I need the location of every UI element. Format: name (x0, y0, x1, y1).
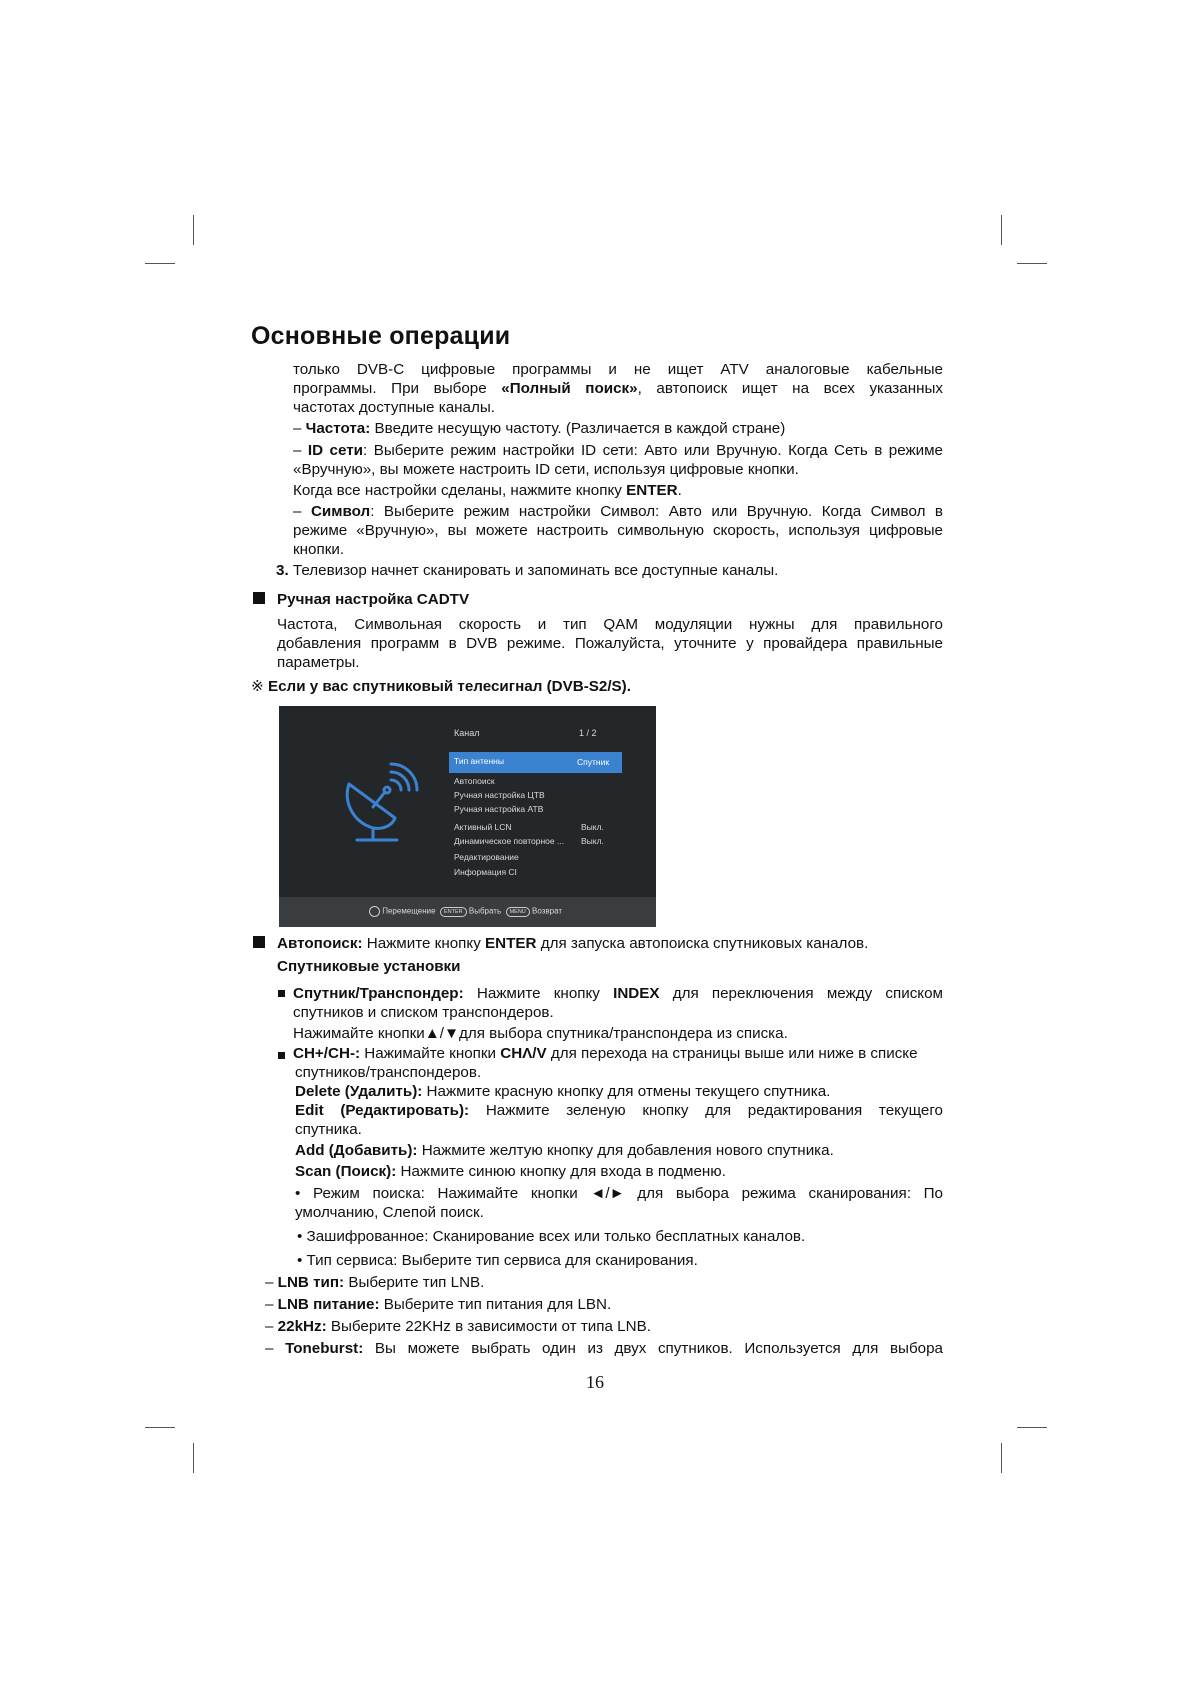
text: Если у вас спутниковый телесигнал (DVB-S2/S). (267, 678, 631, 695)
dash: – (293, 503, 311, 520)
menu-title: Канал (454, 728, 480, 738)
hint-select: Выбрать (468, 906, 502, 916)
crop-mark (1017, 1427, 1047, 1428)
sat-transponder-line: Нажимайте кнопки▲/▼для выбора спутника/транспондера из списка. (293, 1025, 788, 1042)
text: Нажмите желтую кнопку для добавления нового спутника. (417, 1142, 834, 1159)
service-type-line: • Тип сервиса: Выберите тип сервиса для сканирования. (297, 1252, 698, 1269)
text: Спутниковые установки (277, 958, 461, 975)
dash: – (265, 1318, 278, 1335)
small-square-bullet-icon (278, 1052, 285, 1059)
text: Нажмите зеленую кнопку для редактирования текущего (469, 1102, 943, 1119)
text: Нажмите красную кнопку для отмены текущего спутника. (422, 1083, 831, 1100)
frequency-item (293, 419, 785, 438)
crop-mark (193, 215, 194, 245)
term: Delete (Удалить): (295, 1083, 423, 1100)
add-item (295, 1141, 834, 1160)
symbol-item (293, 502, 943, 521)
menu-key-icon: MENU (506, 907, 530, 917)
term: Add (Добавить): (295, 1142, 418, 1159)
page-number: 16 (586, 1372, 604, 1392)
text: Вы можете выбрать один из двух спутников. Используется для выбора (363, 1340, 943, 1357)
tv-menu-screenshot (279, 706, 656, 927)
term: Частота: (305, 420, 371, 437)
dash: – (293, 420, 306, 437)
ch-item (293, 1044, 918, 1063)
menu-footer-hints (369, 906, 562, 917)
text: для перехода на страницы выше или ниже в списке (546, 1045, 918, 1062)
term: Toneburst: (285, 1340, 364, 1357)
menu-item-antenna-type[interactable]: Тип антенны (454, 756, 504, 766)
page-title: Основные операции (251, 322, 511, 350)
term: Символ (310, 503, 371, 520)
enter-note (293, 481, 682, 500)
key-name: ENTER (626, 482, 678, 499)
enter-key-icon: ENTER (440, 907, 467, 917)
key-name: ENTER (485, 935, 537, 952)
step-number: 3. (276, 562, 289, 579)
sat-transponder-line: спутников и списком транспондеров. (293, 1004, 554, 1021)
text: Когда все настройки сделаны, нажмите кнопку (293, 482, 627, 499)
term: Scan (Поиск): (295, 1163, 397, 1180)
key-name: INDEX (613, 985, 660, 1002)
network-id-item (293, 441, 943, 460)
text: Введите несущую частоту. (Различается в каждой стране) (370, 420, 786, 437)
key-name: CHΛ/V (500, 1045, 547, 1062)
menu-item-value: Выкл. (581, 836, 604, 846)
text: : Выберите режим настройки Символ: Авто или Вручную. Когда Символ в (370, 503, 943, 520)
menu-item-value: Выкл. (581, 822, 604, 832)
satellite-dish-icon (339, 762, 419, 852)
term: ID сети (307, 442, 364, 459)
edit-item (295, 1101, 943, 1120)
autosearch-item (277, 934, 868, 953)
term: 22kHz: (277, 1318, 327, 1335)
term: LNB тип: (277, 1274, 345, 1291)
menu-item-dynamic-rescan[interactable]: Динамическое повторное ... (454, 836, 565, 846)
lnb-type-item (265, 1273, 484, 1292)
text: . (677, 482, 682, 499)
edit-line: спутника. (295, 1121, 362, 1138)
lnb-power-item (265, 1295, 611, 1314)
khz-item (265, 1317, 651, 1336)
term: LNB питание: (277, 1296, 380, 1313)
text: , автопоиск ищет на всех указанных (637, 380, 943, 397)
symbol-line: режиме «Вручную», вы можете настроить символьную скорость, используя цифровые (293, 522, 943, 539)
crop-mark (145, 263, 175, 264)
menu-item-manual-atv[interactable]: Ручная настройка АТВ (454, 804, 544, 814)
term: Спутник/Транспондер: (293, 985, 464, 1002)
crop-mark (145, 1427, 175, 1428)
text: Нажимайте кнопки (360, 1045, 501, 1062)
network-id-line: «Вручную», вы можете настроить ID сети, используя цифровые кнопки. (293, 461, 799, 478)
menu-item-manual-dtv[interactable]: Ручная настройка ЦТВ (454, 790, 545, 800)
scan-item (295, 1162, 726, 1181)
text: Ручная настройка CADTV (277, 591, 470, 608)
encrypted-line: • Зашифрованное: Сканирование всех или только бесплатных каналов. (297, 1228, 806, 1245)
crop-mark (1001, 215, 1002, 245)
menu-footer (279, 897, 656, 927)
ch-line: спутников/транспондеров. (295, 1064, 482, 1081)
menu-item-autosearch[interactable]: Автопоиск (454, 776, 495, 786)
small-square-bullet-icon (278, 990, 285, 997)
text: программы. При выборе (293, 380, 502, 397)
dash: – (265, 1296, 278, 1313)
text: Нажмите кнопку (463, 985, 614, 1002)
text: для запуска автопоиска спутниковых каналов. (536, 935, 869, 952)
text: для переключения между списком (659, 985, 943, 1002)
term: CH+/CH-: (293, 1045, 361, 1062)
manual-line: добавления программ в DVB режиме. Пожалуйста, уточните у провайдера правильные (277, 635, 943, 652)
menu-item-active-lcn[interactable]: Активный LCN (454, 822, 512, 832)
text: : Выберите режим настройки ID сети: Авто или Вручную. Когда Сеть в режиме (363, 442, 944, 459)
dash: – (265, 1340, 286, 1357)
menu-item-ci-info[interactable]: Информация CI (454, 867, 517, 877)
scan-mode-line: • Режим поиска: Нажимайте кнопки ◄/► для выбора режима сканирования: По (295, 1185, 943, 1202)
symbol-line: кнопки. (293, 541, 345, 558)
manual-line: Частота, Символьная скорость и тип QAM модуляции нужны для правильного (277, 616, 943, 633)
navigation-icon (369, 906, 380, 917)
term: Автопоиск: (277, 935, 363, 952)
toneburst-item (265, 1339, 943, 1358)
term: Edit (Редактировать): (295, 1102, 470, 1119)
sat-transponder-item (293, 984, 943, 1003)
menu-item-value: Спутник (577, 757, 610, 767)
text: Нажмите кнопку (362, 935, 486, 952)
section-title (277, 590, 469, 609)
manual-line: параметры. (277, 654, 360, 671)
bold-term: «Полный поиск» (501, 380, 638, 397)
crop-mark (193, 1443, 194, 1473)
hint-move: Перемещение (382, 906, 436, 916)
subsection-title (277, 957, 461, 976)
dash: – (265, 1274, 278, 1291)
square-bullet-icon (253, 936, 265, 948)
text: Нажмите синюю кнопку для входа в подменю. (396, 1163, 726, 1180)
menu-item-editing[interactable]: Редактирование (454, 852, 519, 862)
delete-item (295, 1082, 830, 1101)
reference-mark: ※ (251, 678, 264, 695)
menu-page: 1 / 2 (579, 728, 597, 738)
intro-line (293, 379, 943, 398)
intro-line: частотах доступные каналы. (293, 399, 495, 416)
intro-line: только DVB-C цифровые программы и не ищет ATV аналоговые кабельные (293, 361, 943, 378)
dash: – (293, 442, 308, 459)
crop-mark (1017, 263, 1047, 264)
text: Выберите тип питания для LBN. (379, 1296, 612, 1313)
text: Выберите 22KHz в зависимости от типа LNB. (326, 1318, 651, 1335)
satellite-note (251, 677, 631, 696)
square-bullet-icon (253, 592, 265, 604)
text: Выберите тип LNB. (344, 1274, 485, 1291)
step-3 (276, 561, 778, 580)
scan-mode-line: умолчанию, Слепой поиск. (295, 1204, 484, 1221)
hint-back: Возврат (532, 906, 563, 916)
text: Телевизор начнет сканировать и запоминать все доступные каналы. (288, 562, 779, 579)
crop-mark (1001, 1443, 1002, 1473)
